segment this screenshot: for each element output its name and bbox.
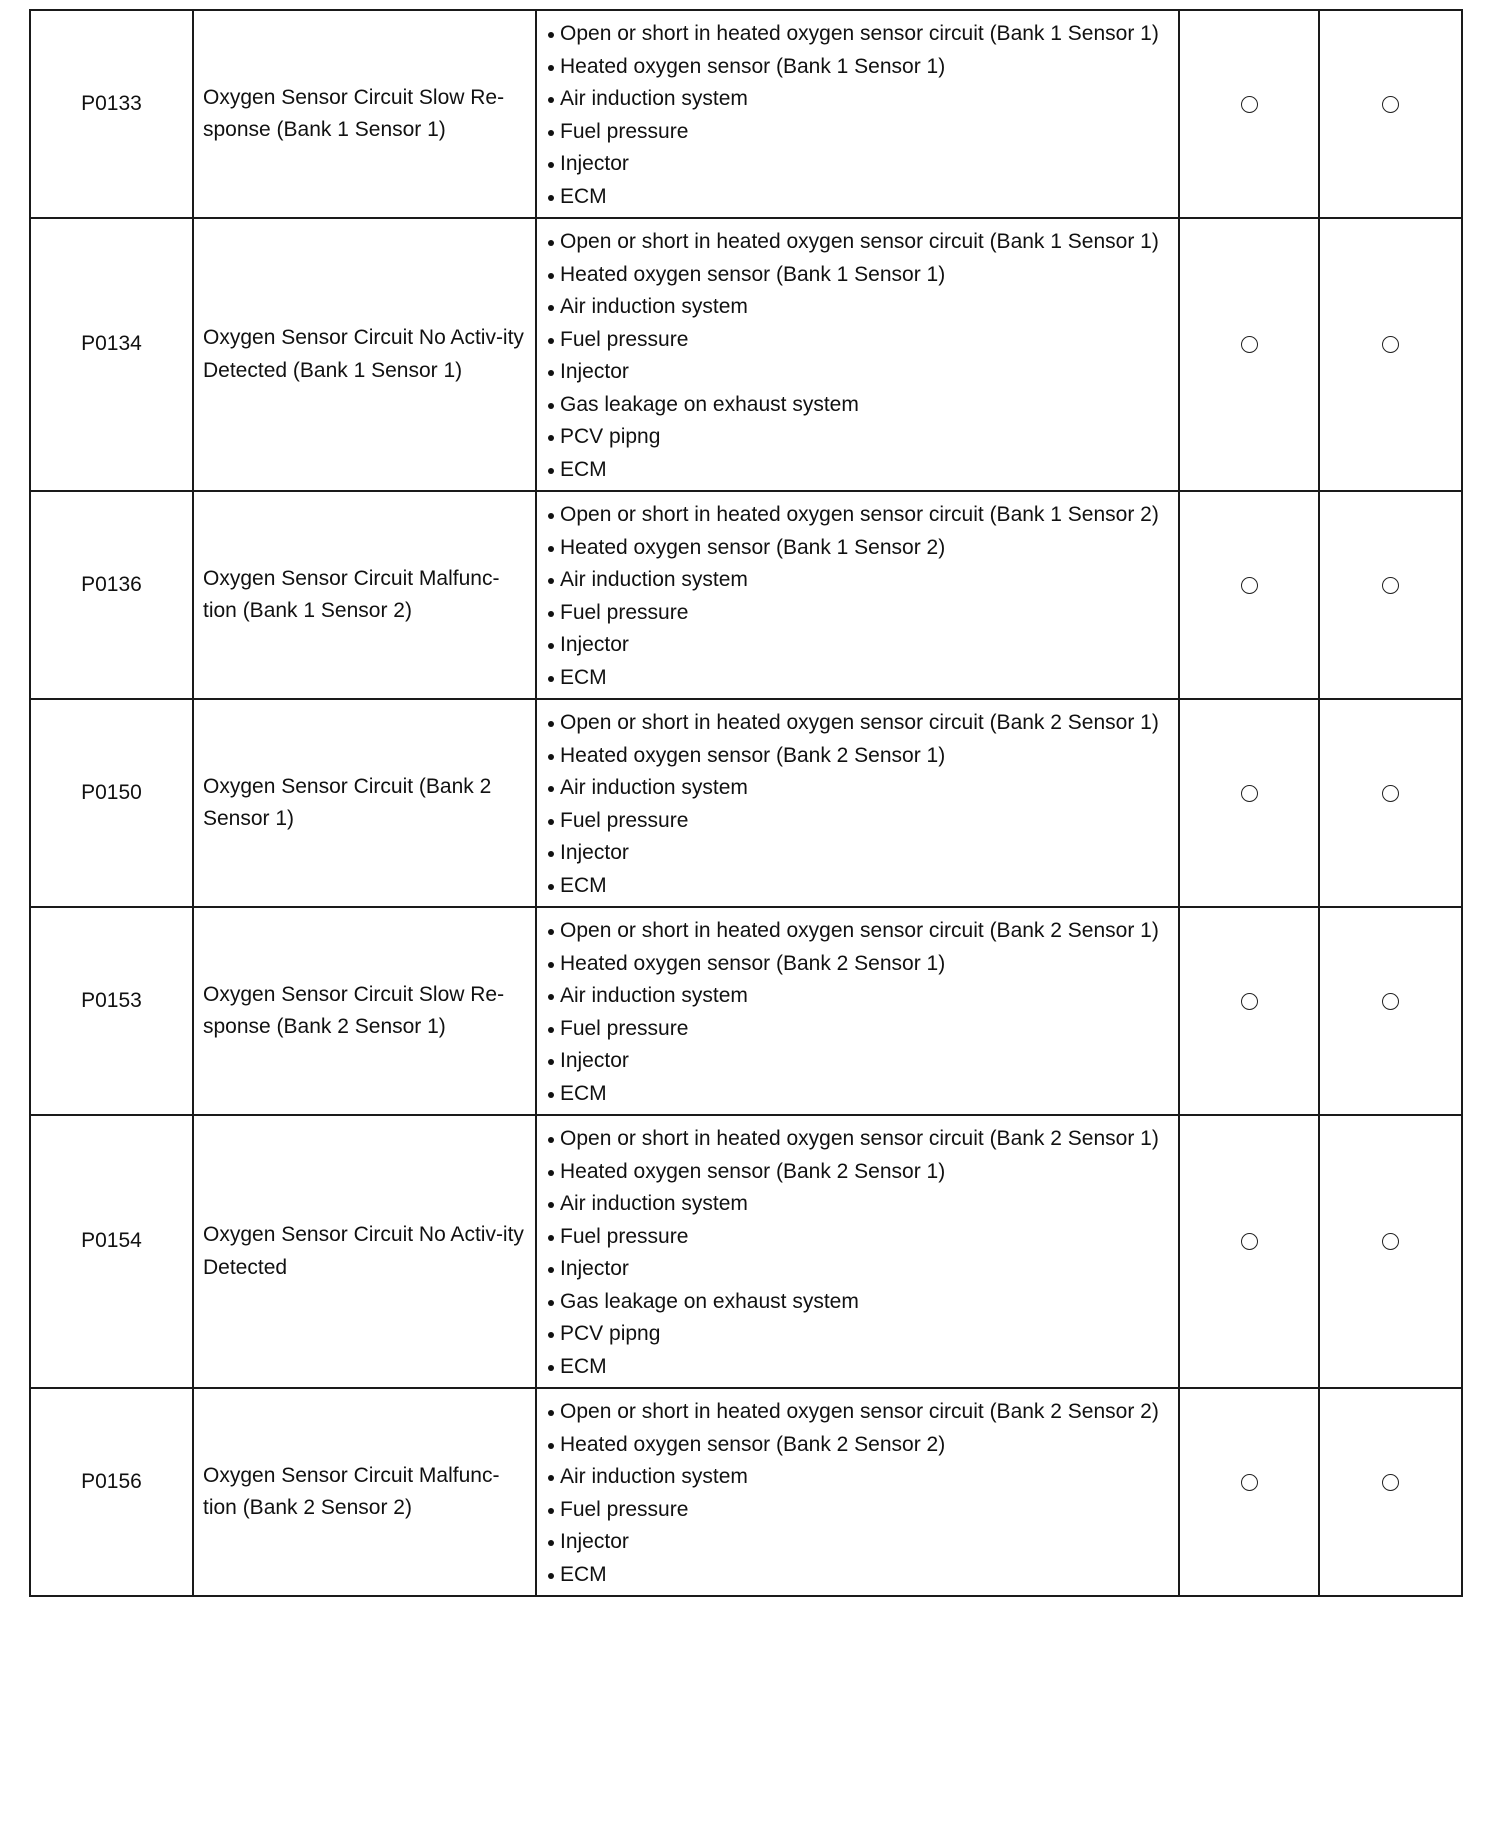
list-item: Fuel pressure	[545, 116, 1170, 149]
dtc-name: Oxygen Sensor Circuit No Activ-ity Detected	[203, 1223, 524, 1279]
mark-cell-2	[1319, 907, 1462, 1115]
dtc-code-cell	[30, 10, 193, 218]
dtc-items-cell	[536, 218, 1179, 491]
list-item: Injector	[545, 1045, 1170, 1078]
list-item: Open or short in heated oxygen sensor circuit (Bank 2 Sensor 2)	[545, 1396, 1170, 1429]
dtc-name: Oxygen Sensor Circuit Malfunc-tion (Bank 2 Sensor 2)	[203, 1463, 500, 1519]
possible-cause-list	[545, 499, 1170, 694]
dtc-code: P0133	[81, 91, 142, 115]
list-item: Injector	[545, 629, 1170, 662]
dtc-code-cell	[30, 218, 193, 491]
dtc-code: P0153	[81, 988, 142, 1012]
mark-cell-1	[1179, 699, 1319, 907]
list-item: ECM	[545, 1078, 1170, 1111]
list-item: Heated oxygen sensor (Bank 1 Sensor 1)	[545, 51, 1170, 84]
dtc-items-cell	[536, 907, 1179, 1115]
list-item: Air induction system	[545, 564, 1170, 597]
list-item: ECM	[545, 662, 1170, 695]
mark-cell-2	[1319, 699, 1462, 907]
circle-mark-icon	[1241, 785, 1258, 802]
list-item: Air induction system	[545, 1461, 1170, 1494]
dtc-name: Oxygen Sensor Circuit Slow Re-sponse (Bank 2 Sensor 1)	[203, 982, 505, 1038]
list-item: ECM	[545, 181, 1170, 214]
mark-cell-2	[1319, 10, 1462, 218]
list-item: Injector	[545, 356, 1170, 389]
mark-cell-1	[1179, 10, 1319, 218]
list-item: Heated oxygen sensor (Bank 2 Sensor 1)	[545, 948, 1170, 981]
dtc-name-cell	[193, 10, 536, 218]
list-item: Open or short in heated oxygen sensor circuit (Bank 2 Sensor 1)	[545, 1123, 1170, 1156]
mark-cell-1	[1179, 1115, 1319, 1388]
dtc-items-cell	[536, 1115, 1179, 1388]
mark-cell-2	[1319, 1388, 1462, 1596]
dtc-table-page	[29, 9, 1461, 1597]
list-item: PCV pipng	[545, 1318, 1170, 1351]
dtc-code-cell	[30, 1115, 193, 1388]
list-item: Fuel pressure	[545, 1221, 1170, 1254]
dtc-name-cell	[193, 218, 536, 491]
dtc-code-cell	[30, 699, 193, 907]
dtc-table-body	[30, 10, 1462, 1596]
mark-cell-1	[1179, 1388, 1319, 1596]
circle-mark-icon	[1382, 1233, 1399, 1250]
list-item: Fuel pressure	[545, 1013, 1170, 1046]
possible-cause-list	[545, 18, 1170, 213]
dtc-table	[29, 9, 1463, 1597]
table-row	[30, 10, 1462, 218]
circle-mark-icon	[1241, 96, 1258, 113]
list-item: Injector	[545, 1526, 1170, 1559]
list-item: Injector	[545, 148, 1170, 181]
mark-cell-1	[1179, 907, 1319, 1115]
circle-mark-icon	[1241, 1474, 1258, 1491]
possible-cause-list	[545, 915, 1170, 1110]
dtc-code: P0136	[81, 572, 142, 596]
dtc-code: P0134	[81, 332, 142, 356]
list-item: Fuel pressure	[545, 597, 1170, 630]
list-item: Heated oxygen sensor (Bank 1 Sensor 1)	[545, 259, 1170, 292]
table-row	[30, 491, 1462, 699]
mark-cell-2	[1319, 491, 1462, 699]
list-item: Gas leakage on exhaust system	[545, 389, 1170, 422]
table-row	[30, 907, 1462, 1115]
possible-cause-list	[545, 1396, 1170, 1591]
dtc-code-cell	[30, 491, 193, 699]
mark-cell-1	[1179, 218, 1319, 491]
list-item: ECM	[545, 454, 1170, 487]
dtc-name: Oxygen Sensor Circuit Malfunc-tion (Bank 1 Sensor 2)	[203, 566, 500, 622]
dtc-code-cell	[30, 1388, 193, 1596]
possible-cause-list	[545, 226, 1170, 486]
dtc-code: P0150	[81, 780, 142, 804]
dtc-code: P0154	[81, 1229, 142, 1253]
list-item: Air induction system	[545, 83, 1170, 116]
list-item: Heated oxygen sensor (Bank 2 Sensor 2)	[545, 1429, 1170, 1462]
list-item: Fuel pressure	[545, 805, 1170, 838]
dtc-code-cell	[30, 907, 193, 1115]
circle-mark-icon	[1382, 96, 1399, 113]
circle-mark-icon	[1241, 1233, 1258, 1250]
list-item: Gas leakage on exhaust system	[545, 1286, 1170, 1319]
dtc-items-cell	[536, 699, 1179, 907]
circle-mark-icon	[1382, 993, 1399, 1010]
list-item: Injector	[545, 1253, 1170, 1286]
list-item: Heated oxygen sensor (Bank 2 Sensor 1)	[545, 1156, 1170, 1189]
list-item: Air induction system	[545, 772, 1170, 805]
table-row	[30, 218, 1462, 491]
list-item: Open or short in heated oxygen sensor circuit (Bank 2 Sensor 1)	[545, 707, 1170, 740]
circle-mark-icon	[1241, 993, 1258, 1010]
circle-mark-icon	[1241, 577, 1258, 594]
list-item: Heated oxygen sensor (Bank 2 Sensor 1)	[545, 740, 1170, 773]
list-item: Fuel pressure	[545, 1494, 1170, 1527]
list-item: Open or short in heated oxygen sensor circuit (Bank 1 Sensor 2)	[545, 499, 1170, 532]
dtc-items-cell	[536, 491, 1179, 699]
table-row	[30, 1115, 1462, 1388]
dtc-items-cell	[536, 10, 1179, 218]
list-item: ECM	[545, 1351, 1170, 1384]
possible-cause-list	[545, 707, 1170, 902]
table-row	[30, 1388, 1462, 1596]
list-item: Open or short in heated oxygen sensor circuit (Bank 2 Sensor 1)	[545, 915, 1170, 948]
list-item: Air induction system	[545, 291, 1170, 324]
dtc-code: P0156	[81, 1469, 142, 1493]
mark-cell-1	[1179, 491, 1319, 699]
list-item: Fuel pressure	[545, 324, 1170, 357]
list-item: Air induction system	[545, 1188, 1170, 1221]
dtc-name: Oxygen Sensor Circuit No Activ-ity Detected (Bank 1 Sensor 1)	[203, 326, 524, 382]
dtc-items-cell	[536, 1388, 1179, 1596]
dtc-name-cell	[193, 907, 536, 1115]
circle-mark-icon	[1382, 336, 1399, 353]
list-item: PCV pipng	[545, 421, 1170, 454]
circle-mark-icon	[1382, 1474, 1399, 1491]
dtc-name-cell	[193, 1115, 536, 1388]
mark-cell-2	[1319, 1115, 1462, 1388]
dtc-name-cell	[193, 1388, 536, 1596]
dtc-name-cell	[193, 699, 536, 907]
dtc-name: Oxygen Sensor Circuit Slow Re-sponse (Bank 1 Sensor 1)	[203, 85, 505, 141]
possible-cause-list	[545, 1123, 1170, 1383]
mark-cell-2	[1319, 218, 1462, 491]
list-item: Heated oxygen sensor (Bank 1 Sensor 2)	[545, 532, 1170, 565]
dtc-name-cell	[193, 491, 536, 699]
list-item: Open or short in heated oxygen sensor circuit (Bank 1 Sensor 1)	[545, 226, 1170, 259]
list-item: Injector	[545, 837, 1170, 870]
circle-mark-icon	[1241, 336, 1258, 353]
circle-mark-icon	[1382, 577, 1399, 594]
list-item: ECM	[545, 870, 1170, 903]
circle-mark-icon	[1382, 785, 1399, 802]
list-item: Open or short in heated oxygen sensor circuit (Bank 1 Sensor 1)	[545, 18, 1170, 51]
list-item: ECM	[545, 1559, 1170, 1592]
table-row	[30, 699, 1462, 907]
list-item: Air induction system	[545, 980, 1170, 1013]
dtc-name: Oxygen Sensor Circuit (Bank 2 Sensor 1)	[203, 774, 492, 830]
